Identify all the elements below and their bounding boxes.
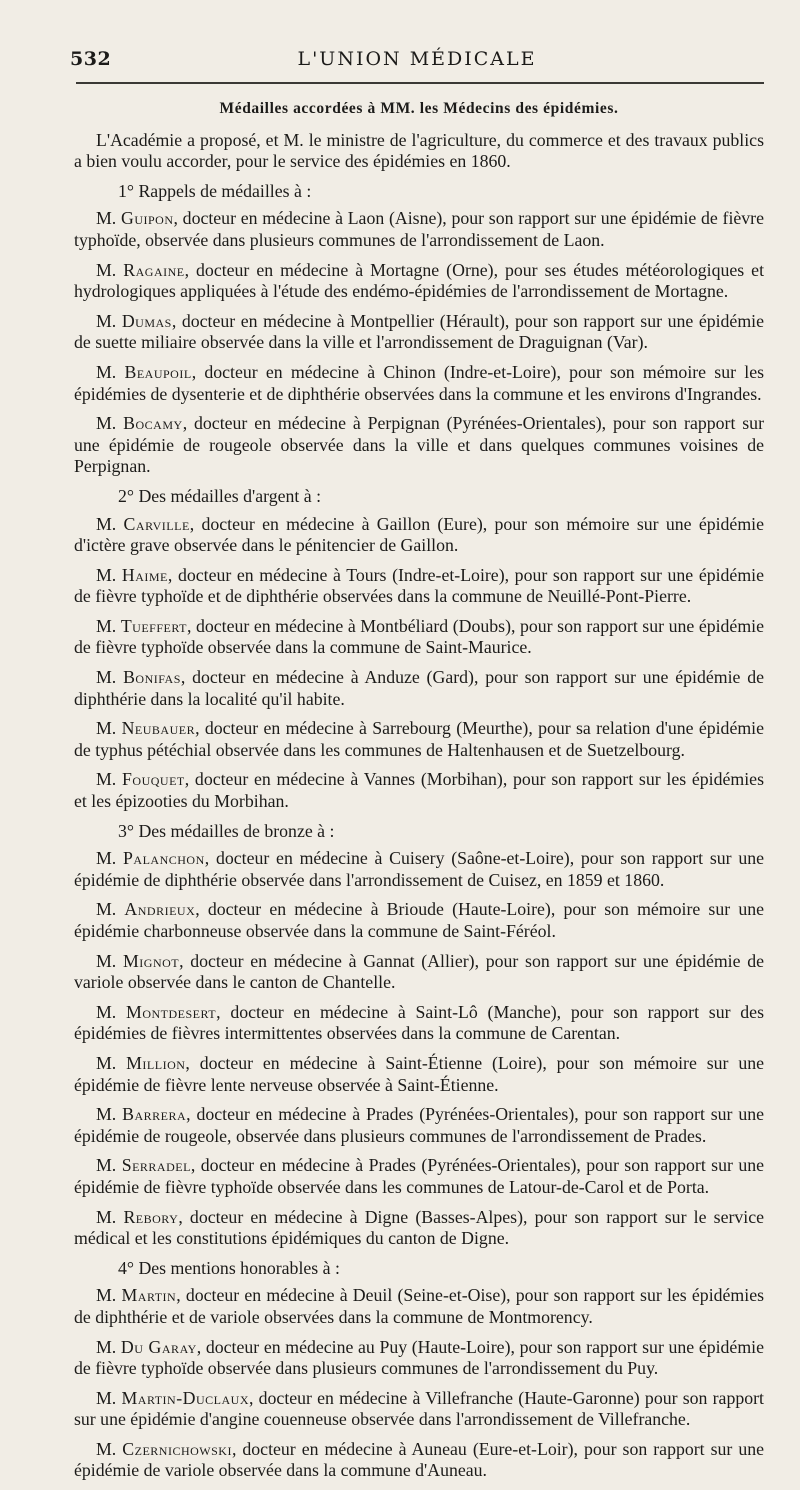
award-entry xyxy=(74,1337,764,1380)
honorific-prefix: M. xyxy=(96,667,124,688)
honorific-prefix: M. xyxy=(96,413,124,434)
award-description: , docteur en médecine à Chinon (Indre-et-Loire), pour son mémoire sur les épidémies de dysenterie et de diphthérie observées dans la commune et les environs d'Ingrandes. xyxy=(74,361,765,404)
honorific-prefix: M. xyxy=(96,208,121,229)
physician-name: Czernichowski xyxy=(122,1438,232,1459)
honorific-prefix: M. xyxy=(96,1336,121,1357)
award-description: , docteur en médecine à Deuil (Seine-et-Oise), pour son rapport sur les épidémies de diphthérie et de variole observées dans la commune de Montmorency. xyxy=(74,1285,765,1327)
honorific-prefix: M. xyxy=(96,259,124,280)
physician-name: Martin-Duclaux xyxy=(121,1387,249,1408)
honorific-prefix: M. xyxy=(96,1155,122,1176)
physician-name: Tueffert xyxy=(120,615,187,636)
honorific-prefix: M. xyxy=(96,1001,127,1022)
award-entry xyxy=(74,413,764,478)
award-description: , docteur en médecine à Montpellier (Hérault), pour son rapport sur une épidémie de suette miliaire observée dans la ville et l'arrondissement de Draguignan (Var). xyxy=(74,310,764,353)
intro-paragraph: L'Académie a proposé, et M. le ministre de l'agriculture, du commerce et des travaux publics a bien voulu accorder, pour le service des épidémies en 1860. xyxy=(74,129,764,172)
award-description: , docteur en médecine à Prades (Pyrénées-Orientales), pour son rapport sur une épidémie de rougeole, observée dans plusieurs communes de l'arrondissement de Prades. xyxy=(74,1104,764,1146)
award-description: , docteur en médecine à Auneau (Eure-et-Loir), pour son rapport sur une épidémie de variole observée dans la commune d'Auneau. xyxy=(74,1438,765,1481)
award-entry xyxy=(74,1388,764,1431)
award-entry xyxy=(74,899,764,942)
award-description: , docteur en médecine à Sarrebourg (Meurthe), pour sa relation d'une épidémie de typhus pétéchial observée dans les communes de Haltenhausen et de Suetzelbourg. xyxy=(74,718,765,760)
honorific-prefix: M. xyxy=(96,848,124,869)
award-group-heading: 2° Des médailles d'argent à : xyxy=(118,485,322,506)
award-entry xyxy=(74,1155,764,1198)
award-entry xyxy=(74,260,764,303)
award-description: , docteur en médecine à Gaillon (Eure), pour son mémoire sur une épidémie d'ictère grave observée dans le pénitencier de Gaillon. xyxy=(74,513,764,556)
award-entry xyxy=(74,616,764,659)
award-description: , docteur en médecine à Brioude (Haute-Loire), pour son mémoire sur une épidémie charbonneuse observée dans la commune de Saint-Féréol. xyxy=(74,899,764,941)
award-group-heading: 4° Des mentions honorables à : xyxy=(118,1257,340,1278)
honorific-prefix: M. xyxy=(96,513,124,534)
award-description: , docteur en médecine à Digne (Basses-Alpes), pour son rapport sur le service médical et les constitutions épidémiques du canton de Digne. xyxy=(74,1206,765,1249)
physician-name: Beaupoil xyxy=(124,361,192,382)
honorific-prefix: M. xyxy=(96,950,123,971)
award-groups xyxy=(74,181,764,1482)
honorific-prefix: M. xyxy=(96,564,122,585)
award-entry xyxy=(74,514,764,557)
physician-name: Du Garay xyxy=(120,1336,197,1357)
page-header xyxy=(70,44,764,74)
award-description: , docteur en médecine à Tours (Indre-et-Loire), pour son rapport sur une épidémie de fièvre typhoïde et de diphthérie observées dans la commune de Neuillé-Pont-Pierre. xyxy=(74,564,764,607)
header-rule xyxy=(76,82,764,84)
award-entry xyxy=(74,1104,764,1147)
award-entry xyxy=(74,1053,764,1096)
physician-name: Bocamy xyxy=(123,413,183,434)
honorific-prefix: M. xyxy=(96,718,122,739)
award-entry xyxy=(74,1002,764,1045)
award-entry xyxy=(74,208,764,251)
physician-name: Mignot xyxy=(122,950,180,971)
physician-name: Bonifas xyxy=(123,667,181,688)
honorific-prefix: M. xyxy=(96,1206,124,1227)
physician-name: Guipon xyxy=(120,208,174,229)
award-group-heading: 3° Des médailles de bronze à : xyxy=(118,820,335,841)
honorific-prefix: M. xyxy=(96,310,122,331)
physician-name: Palanchon xyxy=(123,848,205,869)
award-entry xyxy=(74,848,764,891)
award-description: , docteur en médecine à Mortagne (Orne), pour ses études météorologiques et hydrologiques appliquées à l'étude des endémo-épidémies de l'arrondissement de Mortagne. xyxy=(74,259,765,302)
honorific-prefix: M. xyxy=(96,1438,123,1459)
physician-name: Serradel xyxy=(121,1155,191,1176)
section-title: Médailles accordées à MM. les Médecins des épidémies. xyxy=(219,100,619,117)
physician-name: Neubauer xyxy=(121,718,196,739)
award-description: , docteur en médecine à Gannat (Allier), pour son rapport sur une épidémie de variole observée dans le canton de Chantelle. xyxy=(74,950,764,993)
physician-name: Rebory xyxy=(123,1206,179,1227)
honorific-prefix: M. xyxy=(96,1052,127,1073)
award-group-heading: 1° Rappels de médailles à : xyxy=(118,180,312,201)
physician-name: Fouquet xyxy=(122,769,185,790)
award-description: , docteur en médecine à Cuisery (Saône-et-Loire), pour son rapport sur une épidémie de diphthérie observée dans l'arrondissement de Cuisez, en 1859 et 1860. xyxy=(74,848,765,890)
award-description: , docteur en médecine à Villefranche (Haute-Garonne) pour son rapport sur une épidémie d'angine couenneuse observée dans l'arrondissement de Villefranche. xyxy=(74,1387,764,1430)
physician-name: Andrieux xyxy=(124,899,196,920)
award-description: , docteur en médecine à Laon (Aisne), pour son rapport sur une épidémie de fièvre typhoïde, observée dans plusieurs communes de l'arrondissement de Laon. xyxy=(74,208,764,250)
award-entry xyxy=(74,769,764,812)
award-description: , docteur en médecine à Prades (Pyrénées-Orientales), pour son rapport sur une épidémie de fièvre typhoïde observée dans les communes de Latour-de-Carol et de Porta. xyxy=(74,1155,764,1197)
honorific-prefix: M. xyxy=(96,769,123,790)
award-description: , docteur en médecine à Anduze (Gard), pour son rapport sur une épidémie de diphthérie dans la localité qu'il habite. xyxy=(74,667,764,709)
physician-name: Montdesert xyxy=(126,1001,217,1022)
award-entry xyxy=(74,1439,764,1482)
award-entry xyxy=(74,951,764,994)
running-head: L'UNION MÉDICALE xyxy=(297,48,537,70)
award-entry xyxy=(74,565,764,608)
award-entry xyxy=(74,1207,764,1250)
physician-name: Dumas xyxy=(121,310,172,331)
honorific-prefix: M. xyxy=(96,361,125,382)
award-entry xyxy=(74,718,764,761)
award-description: , docteur en médecine à Saint-Lô (Manche), pour son rapport sur des épidémies de fièvres intermittentes observées dans la commune de Carentan. xyxy=(74,1001,764,1044)
award-description: , docteur en médecine à Vannes (Morbihan), pour son rapport sur les épidémies et les épizooties du Morbihan. xyxy=(74,769,764,812)
award-entry xyxy=(74,362,764,405)
award-entry xyxy=(74,311,764,354)
page-number: 532 xyxy=(70,48,112,70)
physician-name: Carville xyxy=(123,513,190,534)
physician-name: Haime xyxy=(121,564,168,585)
award-description: , docteur en médecine au Puy (Haute-Loire), pour son rapport sur une épidémie de fièvre typhoïde observée dans plusieurs communes de l'arrondissement du Puy. xyxy=(74,1336,764,1379)
honorific-prefix: M. xyxy=(96,615,121,636)
honorific-prefix: M. xyxy=(96,1104,123,1125)
physician-name: Million xyxy=(126,1052,186,1073)
award-description: , docteur en médecine à Saint-Étienne (Loire), pour son mémoire sur une épidémie de fièvre lente nerveuse observée à Saint-Étienne. xyxy=(74,1052,764,1095)
honorific-prefix: M. xyxy=(96,899,125,920)
physician-name: Martin xyxy=(121,1285,177,1306)
physician-name: Ragaine xyxy=(123,259,185,280)
article-body xyxy=(74,98,764,1490)
award-description: , docteur en médecine à Montbéliard (Doubs), pour son rapport sur une épidémie de fièvre typhoïde observée dans la commune de Saint-Maurice. xyxy=(74,615,764,658)
award-entry xyxy=(74,667,764,710)
honorific-prefix: M. xyxy=(96,1285,122,1306)
award-description: , docteur en médecine à Perpignan (Pyrénées-Orientales), pour son rapport sur une épidémie de rougeole observée dans la ville et dans quelques communes voisines de Perpignan. xyxy=(74,413,764,477)
physician-name: Barrera xyxy=(122,1104,187,1125)
honorific-prefix: M. xyxy=(96,1387,122,1408)
